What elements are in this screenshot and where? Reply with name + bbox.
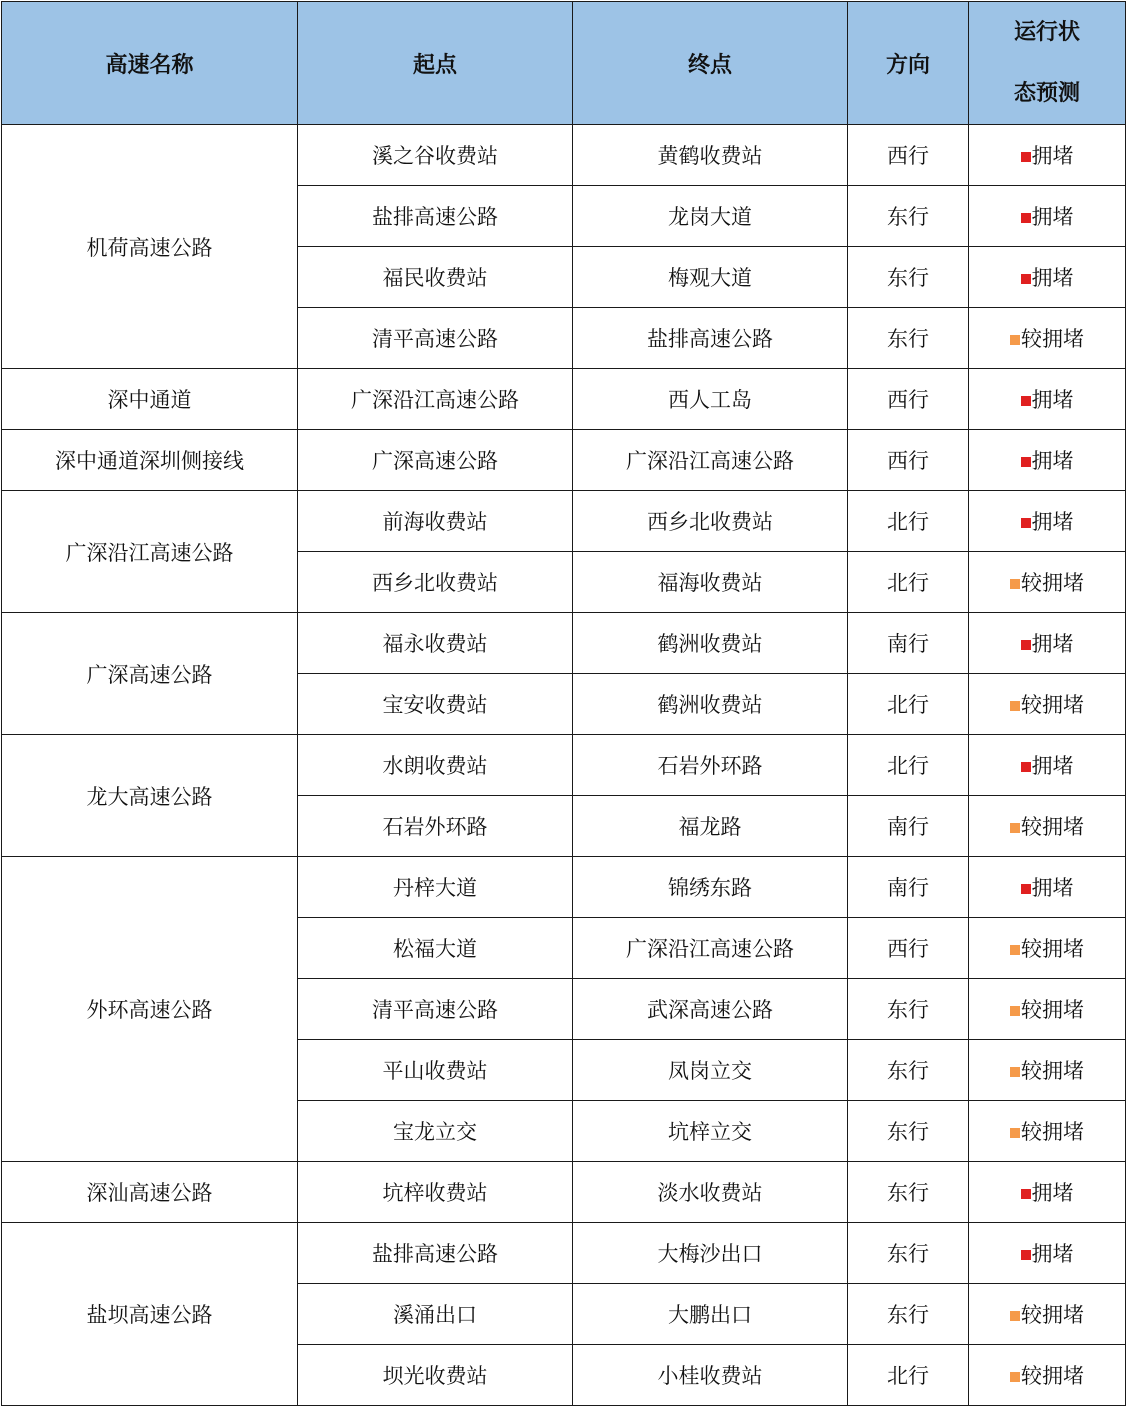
status-cell	[969, 308, 1126, 369]
direction-cell: 北行	[848, 491, 969, 552]
table-row	[2, 369, 1126, 430]
end-point-cell: 黄鹤收费站	[573, 125, 848, 186]
direction-cell: 北行	[848, 1345, 969, 1406]
end-point-cell: 坑梓立交	[573, 1101, 848, 1162]
start-point-cell: 松福大道	[298, 918, 573, 979]
status-cell	[969, 1223, 1126, 1284]
status-square-icon	[1021, 1189, 1031, 1199]
status-label: 较拥堵	[1021, 1364, 1084, 1388]
header-end-point: 终点	[573, 2, 848, 125]
highway-name-cell: 深汕高速公路	[2, 1162, 298, 1223]
status-square-icon	[1010, 1006, 1020, 1016]
status-square-icon	[1021, 274, 1031, 284]
status-square-icon	[1010, 1372, 1020, 1382]
status-cell	[969, 369, 1126, 430]
status-square-icon	[1021, 1250, 1031, 1260]
start-point-cell: 清平高速公路	[298, 308, 573, 369]
header-status-line-1: 运行状	[1013, 20, 1080, 45]
end-point-cell: 盐排高速公路	[573, 308, 848, 369]
direction-cell: 东行	[848, 308, 969, 369]
direction-cell: 西行	[848, 918, 969, 979]
status-square-icon	[1021, 457, 1031, 467]
table-row	[2, 857, 1126, 918]
start-point-cell: 水朗收费站	[298, 735, 573, 796]
end-point-cell: 鹤洲收费站	[573, 613, 848, 674]
header-status-line-2: 态预测	[1013, 81, 1080, 106]
direction-cell: 北行	[848, 552, 969, 613]
start-point-cell: 福永收费站	[298, 613, 573, 674]
start-point-cell: 福民收费站	[298, 247, 573, 308]
direction-cell: 南行	[848, 613, 969, 674]
start-point-cell: 平山收费站	[298, 1040, 573, 1101]
highway-name-cell: 广深高速公路	[2, 613, 298, 735]
end-point-cell: 福海收费站	[573, 552, 848, 613]
status-cell	[969, 796, 1126, 857]
direction-cell: 西行	[848, 125, 969, 186]
end-point-cell: 大鹏出口	[573, 1284, 848, 1345]
status-square-icon	[1010, 1128, 1020, 1138]
status-cell	[969, 491, 1126, 552]
table-row	[2, 491, 1126, 552]
status-cell	[969, 247, 1126, 308]
direction-cell: 东行	[848, 1284, 969, 1345]
status-label: 拥堵	[1031, 754, 1074, 778]
table-row	[2, 613, 1126, 674]
header-start-point: 起点	[298, 2, 573, 125]
header-direction: 方向	[848, 2, 969, 125]
table-row	[2, 430, 1126, 491]
status-cell	[969, 552, 1126, 613]
end-point-cell: 石岩外环路	[573, 735, 848, 796]
status-cell	[969, 430, 1126, 491]
status-cell	[969, 979, 1126, 1040]
status-label: 拥堵	[1031, 205, 1074, 229]
end-point-cell: 梅观大道	[573, 247, 848, 308]
status-label: 拥堵	[1031, 876, 1074, 900]
status-label: 较拥堵	[1021, 815, 1084, 839]
start-point-cell: 宝安收费站	[298, 674, 573, 735]
direction-cell: 北行	[848, 674, 969, 735]
end-point-cell: 鹤洲收费站	[573, 674, 848, 735]
highway-name-cell: 深中通道深圳侧接线	[2, 430, 298, 491]
start-point-cell: 溪涌出口	[298, 1284, 573, 1345]
status-label: 较拥堵	[1021, 327, 1084, 351]
status-cell	[969, 735, 1126, 796]
status-square-icon	[1010, 335, 1020, 345]
status-square-icon	[1021, 640, 1031, 650]
status-square-icon	[1010, 701, 1020, 711]
start-point-cell: 盐排高速公路	[298, 1223, 573, 1284]
table-row	[2, 735, 1126, 796]
direction-cell: 西行	[848, 430, 969, 491]
table-row	[2, 1223, 1126, 1284]
header-highway-name: 高速名称	[2, 2, 298, 125]
start-point-cell: 广深高速公路	[298, 430, 573, 491]
end-point-cell: 凤岗立交	[573, 1040, 848, 1101]
status-square-icon	[1021, 396, 1031, 406]
status-square-icon	[1010, 1067, 1020, 1077]
status-label: 较拥堵	[1021, 571, 1084, 595]
status-label: 较拥堵	[1021, 1303, 1084, 1327]
status-label: 拥堵	[1031, 632, 1074, 656]
header-row	[2, 2, 1126, 125]
status-label: 较拥堵	[1021, 1059, 1084, 1083]
start-point-cell: 坑梓收费站	[298, 1162, 573, 1223]
end-point-cell: 锦绣东路	[573, 857, 848, 918]
status-cell	[969, 1101, 1126, 1162]
start-point-cell: 溪之谷收费站	[298, 125, 573, 186]
status-square-icon	[1021, 213, 1031, 223]
status-label: 拥堵	[1031, 449, 1074, 473]
status-cell	[969, 674, 1126, 735]
direction-cell: 南行	[848, 857, 969, 918]
status-label: 拥堵	[1031, 266, 1074, 290]
start-point-cell: 盐排高速公路	[298, 186, 573, 247]
end-point-cell: 西乡北收费站	[573, 491, 848, 552]
status-label: 拥堵	[1031, 510, 1074, 534]
end-point-cell: 大梅沙出口	[573, 1223, 848, 1284]
status-cell	[969, 613, 1126, 674]
start-point-cell: 广深沿江高速公路	[298, 369, 573, 430]
direction-cell: 东行	[848, 1223, 969, 1284]
status-cell	[969, 186, 1126, 247]
direction-cell: 南行	[848, 796, 969, 857]
status-cell	[969, 918, 1126, 979]
direction-cell: 西行	[848, 369, 969, 430]
status-label: 较拥堵	[1021, 1120, 1084, 1144]
table-row	[2, 125, 1126, 186]
direction-cell: 东行	[848, 1162, 969, 1223]
highway-name-cell: 龙大高速公路	[2, 735, 298, 857]
status-label: 拥堵	[1031, 144, 1074, 168]
status-label: 拥堵	[1031, 1242, 1074, 1266]
status-cell	[969, 1345, 1126, 1406]
highway-name-cell: 深中通道	[2, 369, 298, 430]
status-square-icon	[1021, 762, 1031, 772]
status-square-icon	[1010, 823, 1020, 833]
status-square-icon	[1021, 152, 1031, 162]
status-square-icon	[1021, 518, 1031, 528]
direction-cell: 东行	[848, 247, 969, 308]
direction-cell: 东行	[848, 1040, 969, 1101]
direction-cell: 东行	[848, 186, 969, 247]
start-point-cell: 坝光收费站	[298, 1345, 573, 1406]
table-row	[2, 1162, 1126, 1223]
status-label: 拥堵	[1031, 1181, 1074, 1205]
highway-name-cell: 盐坝高速公路	[2, 1223, 298, 1406]
status-square-icon	[1010, 945, 1020, 955]
status-cell	[969, 1284, 1126, 1345]
status-square-icon	[1021, 884, 1031, 894]
status-cell	[969, 1040, 1126, 1101]
end-point-cell: 武深高速公路	[573, 979, 848, 1040]
highway-name-cell: 机荷高速公路	[2, 125, 298, 369]
direction-cell: 东行	[848, 979, 969, 1040]
congestion-forecast-table	[1, 1, 1126, 1406]
end-point-cell: 小桂收费站	[573, 1345, 848, 1406]
direction-cell: 东行	[848, 1101, 969, 1162]
table-body	[2, 125, 1126, 1406]
end-point-cell: 西人工岛	[573, 369, 848, 430]
start-point-cell: 丹梓大道	[298, 857, 573, 918]
end-point-cell: 龙岗大道	[573, 186, 848, 247]
status-square-icon	[1010, 1311, 1020, 1321]
end-point-cell: 广深沿江高速公路	[573, 430, 848, 491]
status-label: 较拥堵	[1021, 998, 1084, 1022]
header-status-forecast	[969, 2, 1126, 125]
status-label: 较拥堵	[1021, 693, 1084, 717]
status-label: 较拥堵	[1021, 937, 1084, 961]
highway-name-cell: 广深沿江高速公路	[2, 491, 298, 613]
status-cell	[969, 125, 1126, 186]
status-label: 拥堵	[1031, 388, 1074, 412]
start-point-cell: 西乡北收费站	[298, 552, 573, 613]
direction-cell: 北行	[848, 735, 969, 796]
start-point-cell: 宝龙立交	[298, 1101, 573, 1162]
start-point-cell: 清平高速公路	[298, 979, 573, 1040]
end-point-cell: 广深沿江高速公路	[573, 918, 848, 979]
end-point-cell: 淡水收费站	[573, 1162, 848, 1223]
status-cell	[969, 1162, 1126, 1223]
end-point-cell: 福龙路	[573, 796, 848, 857]
status-square-icon	[1010, 579, 1020, 589]
start-point-cell: 石岩外环路	[298, 796, 573, 857]
highway-name-cell: 外环高速公路	[2, 857, 298, 1162]
status-cell	[969, 857, 1126, 918]
start-point-cell: 前海收费站	[298, 491, 573, 552]
